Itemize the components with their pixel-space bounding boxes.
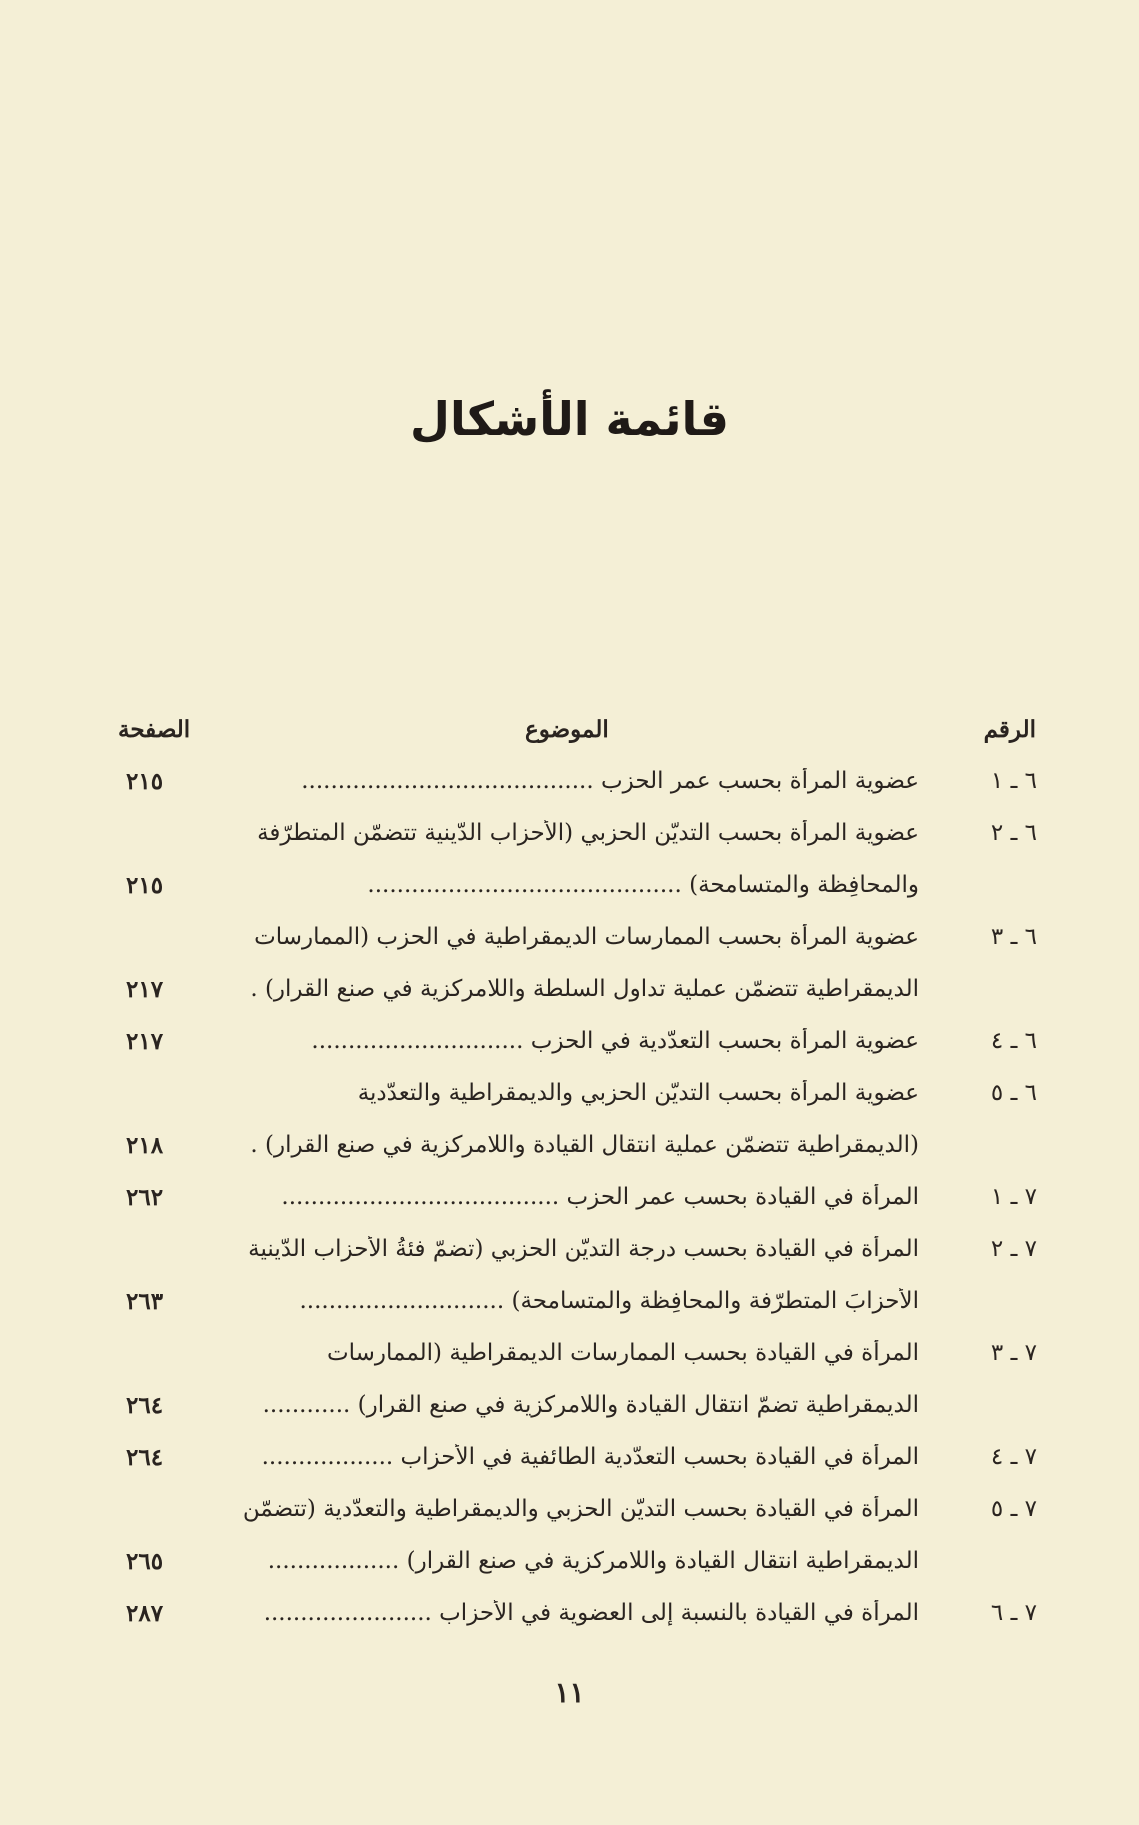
figure-title [218, 1340, 919, 1366]
leader-dots: ...................................... [281, 1184, 560, 1210]
figure-title-text: عضوية المرأة بحسب التعدّدية في الحزب [530, 1028, 919, 1054]
toc-line-2 [0, 820, 1139, 870]
figure-title [218, 820, 919, 846]
figure-title [218, 1080, 919, 1106]
leader-dots: ............................ [299, 1288, 505, 1314]
page-number: ٢١٧ [126, 976, 164, 1003]
figure-number: ٦ ـ ٣ [990, 924, 1037, 950]
toc-line-15 [0, 1496, 1139, 1546]
figure-number: ٦ ـ ٢ [990, 820, 1037, 846]
page-number: ٢٨٧ [126, 1600, 164, 1627]
figure-title-text: عضوية المرأة بحسب الممارسات الديمقراطية في الحزب (الممارسات [254, 924, 919, 950]
leader-dots: . [250, 1132, 258, 1158]
figure-number: ٦ ـ ٤ [990, 1028, 1037, 1054]
page-number: ٢١٥ [126, 872, 164, 899]
leader-dots: .................. [261, 1444, 394, 1470]
figure-title-text: الديمقراطية انتقال القيادة واللامركزية في صنع القرار) [406, 1548, 919, 1574]
toc-line-5 [0, 976, 1139, 1026]
figure-title [218, 1392, 919, 1418]
figure-title-text: المرأة في القيادة بحسب درجة التديّن الحزبي (تضمّ فئةُ الأحزاب الدّينية [248, 1236, 919, 1262]
figure-title-text: المرأة في القيادة بالنسبة إلى العضوية في الأحزاب [439, 1600, 919, 1626]
figure-title-text: المرأة في القيادة بحسب التديّن الحزبي والديمقراطية والتعدّدية (تتضمّن [242, 1496, 919, 1522]
figure-title [218, 1132, 919, 1158]
figure-title [218, 1184, 919, 1210]
figure-title [218, 1600, 919, 1626]
figure-title [218, 768, 919, 794]
header-topic: الموضوع [525, 716, 609, 743]
toc-line-11 [0, 1288, 1139, 1338]
toc-line-3 [0, 872, 1139, 922]
figure-title [218, 976, 919, 1002]
toc-line-4 [0, 924, 1139, 974]
figure-number: ٦ ـ ١ [990, 768, 1037, 794]
header-number: الرقم [983, 716, 1036, 743]
leader-dots: . [250, 976, 258, 1002]
toc-line-7 [0, 1080, 1139, 1130]
figure-title-text: المرأة في القيادة بحسب عمر الحزب [566, 1184, 919, 1210]
figure-title-text: المرأة في القيادة بحسب الممارسات الديمقراطية (الممارسات [327, 1340, 919, 1366]
figure-number: ٧ ـ ٥ [990, 1496, 1037, 1522]
toc-line-9 [0, 1184, 1139, 1234]
figure-title [218, 1236, 919, 1262]
page-number: ٢٦٢ [126, 1184, 164, 1211]
figure-title-text: الأحزابَ المتطرّفة والمحافِظة والمتسامحة) [511, 1288, 919, 1314]
page-number: ٢١٧ [126, 1028, 164, 1055]
figure-title [218, 1028, 919, 1054]
figure-title-text: المرأة في القيادة بحسب التعدّدية الطائفية في الأحزاب [400, 1444, 919, 1470]
page-number: ٢١٨ [126, 1132, 164, 1159]
leader-dots: ........................................ [301, 768, 594, 794]
figure-title-text: الديمقراطية تتضمّن عملية تداول السلطة واللامركزية في صنع القرار) [264, 976, 919, 1002]
figure-title-text: والمحافِظة والمتسامحة) [689, 872, 919, 898]
figure-title [218, 1444, 919, 1470]
figure-title-text: عضوية المرأة بحسب التديّن الحزبي (الأحزاب الدّينية تتضمّن المتطرّفة [257, 820, 919, 846]
figure-title [218, 1288, 919, 1314]
figure-number: ٧ ـ ٦ [990, 1600, 1037, 1626]
leader-dots: ............................. [311, 1028, 524, 1054]
page-number: ٢٦٤ [126, 1392, 164, 1419]
figure-number: ٧ ـ ٤ [990, 1444, 1037, 1470]
toc-line-1 [0, 768, 1139, 818]
figure-title [218, 1496, 919, 1522]
figure-number: ٧ ـ ١ [990, 1184, 1037, 1210]
toc-line-14 [0, 1444, 1139, 1494]
figure-title-text: عضوية المرأة بحسب التديّن الحزبي والديمقراطية والتعدّدية [357, 1080, 919, 1106]
folio-page-number: ١١ [554, 1676, 585, 1709]
toc-line-10 [0, 1236, 1139, 1286]
figure-title-text: (الديمقراطية تتضمّن عملية انتقال القيادة واللامركزية في صنع القرار) [265, 1132, 919, 1158]
toc-line-12 [0, 1340, 1139, 1390]
header-page: الصفحة [118, 716, 191, 743]
figure-number: ٧ ـ ٢ [990, 1236, 1037, 1262]
toc-line-17 [0, 1600, 1139, 1650]
figure-number: ٦ ـ ٥ [990, 1080, 1037, 1106]
page-number: ٢٦٥ [126, 1548, 164, 1575]
toc-line-16 [0, 1548, 1139, 1598]
toc-line-6 [0, 1028, 1139, 1078]
leader-dots: ....................... [263, 1600, 432, 1626]
figure-title [218, 924, 919, 950]
figure-number: ٧ ـ ٣ [990, 1340, 1037, 1366]
page-number: ٢٦٣ [126, 1288, 164, 1315]
figure-title-text: عضوية المرأة بحسب عمر الحزب [600, 768, 919, 794]
leader-dots: ............ [262, 1392, 351, 1418]
figure-title [218, 872, 919, 898]
figure-title [218, 1548, 919, 1574]
toc-line-13 [0, 1392, 1139, 1442]
page-title: قائمة الأشكال [410, 392, 729, 446]
figure-title-text: الديمقراطية تضمّ انتقال القيادة واللامركزية في صنع القرار) [357, 1392, 919, 1418]
toc-line-8 [0, 1132, 1139, 1182]
leader-dots: .................. [267, 1548, 400, 1574]
leader-dots: ........................................... [367, 872, 682, 898]
page-number: ٢٦٤ [126, 1444, 164, 1471]
page-number: ٢١٥ [126, 768, 164, 795]
